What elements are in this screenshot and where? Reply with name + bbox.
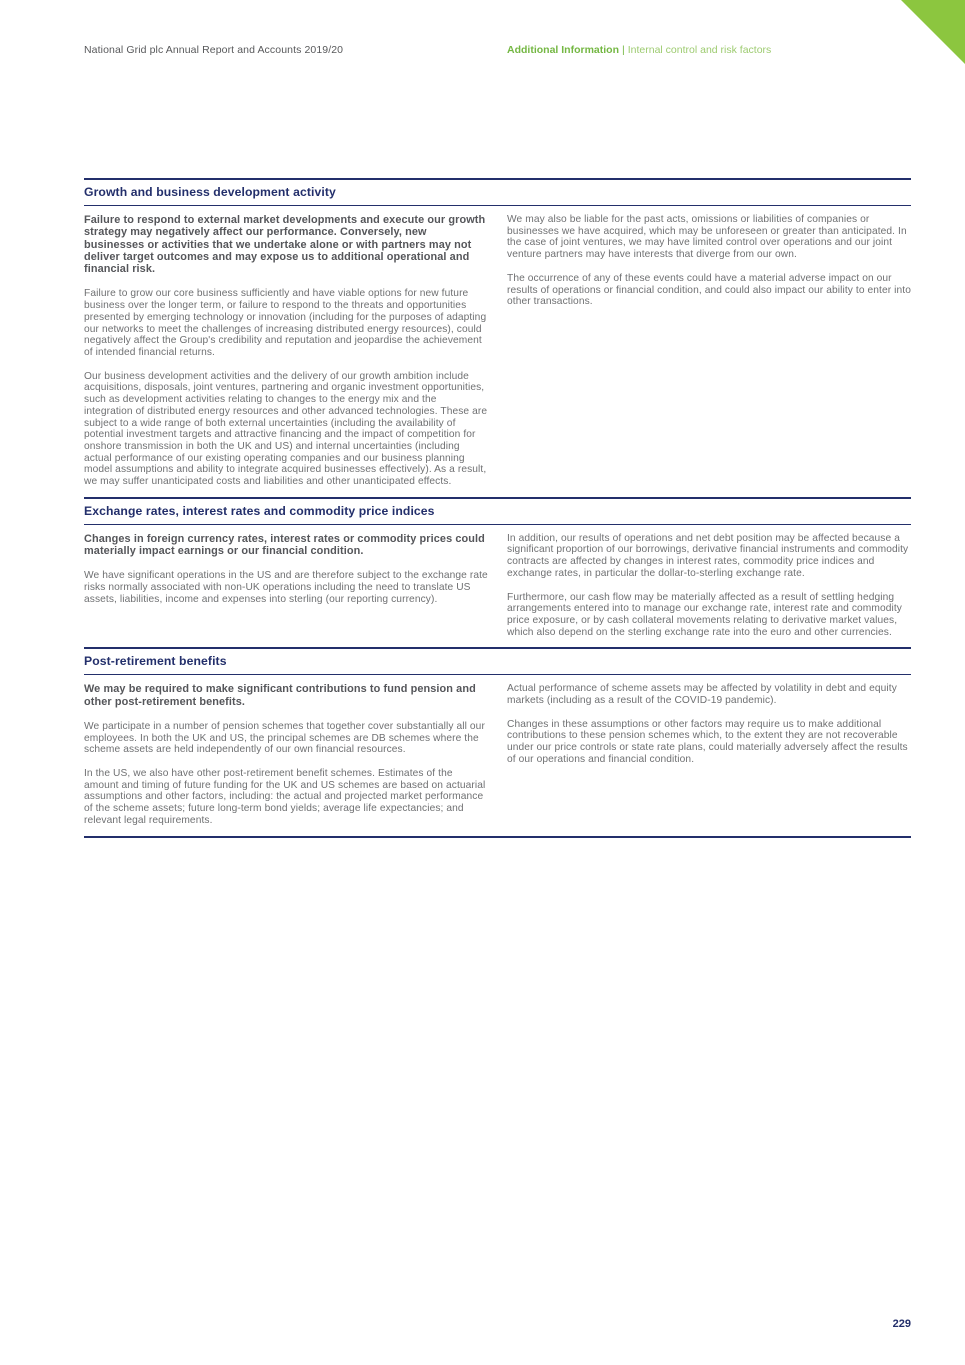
- body-paragraph: In addition, our results of operations and net debt position may be affected because a significant proportion of our borrowings, derivative financial instruments and commodity contracts are affected by changes in interest rates, commodity price indices and exchange rates, in particular the dollar-to-sterling exchange rate.: [507, 532, 909, 579]
- section-exchange-rates: [84, 497, 911, 639]
- body-paragraph: We have significant operations in the US and are therefore subject to the exchange rate risks normally associated with non-UK operations including the need to translate US assets, liabilities, income and expenses into sterling (our reporting currency).: [84, 570, 488, 605]
- two-column-layout: [84, 214, 911, 488]
- left-column: [84, 533, 488, 639]
- report-title: National Grid plc Annual Report and Accounts 2019/20: [84, 44, 344, 56]
- body-paragraph: Actual performance of scheme assets may be affected by volatility in debt and equity markets (including as a result of the COVID-19 pandemic).: [507, 683, 897, 707]
- two-column-layout: [84, 533, 911, 639]
- right-column: [507, 533, 911, 639]
- corner-triangle-decoration: [901, 0, 965, 64]
- risk-lead-paragraph: Changes in foreign currency rates, interest rates or commodity prices could materially impact earnings or our financial condition.: [84, 532, 485, 558]
- body-paragraph: The occurrence of any of these events could have a material adverse impact on our results of operations or financial condition, and could also impact our ability to enter into other transactions.: [507, 272, 912, 308]
- body-paragraph: Failure to grow our core business sufficiently and have viable options for new future business over the longer term, or failure to respond to the threats and opportunities presented by emerging technology or innovation (including for the purposes of adapting our networks to meet the challenges of increasing distributed energy resources), could negatively affect the Group's credibility and reputation and jeopardise the achievement of intended financial returns.: [84, 288, 487, 358]
- right-column: [507, 214, 911, 488]
- section-growth-and-business-development: [84, 178, 911, 488]
- body-paragraph: Changes in these assumptions or other factors may require us to make additional contributions to these pension schemes which, to the extent they are not recoverable under our price controls or state rate plans, could materially adversely affect the results of our operations and financial condition.: [507, 718, 908, 765]
- risk-lead-paragraph: We may be required to make significant contributions to fund pension and other post-retirement benefits.: [84, 683, 476, 708]
- left-column: [84, 683, 488, 826]
- section-title: Growth and business development activity: [84, 178, 911, 206]
- header-section-label: Additional Information: [507, 44, 619, 56]
- two-column-layout: [84, 683, 911, 826]
- header-breadcrumb: [507, 44, 771, 56]
- left-column: [84, 214, 488, 488]
- header-subsection-label: Internal control and risk factors: [627, 44, 772, 56]
- section-title: Exchange rates, interest rates and commodity price indices: [84, 497, 911, 525]
- closing-rule: [84, 836, 911, 838]
- page-number: 229: [892, 1318, 911, 1330]
- page-content: [84, 178, 911, 838]
- body-paragraph: We may also be liable for the past acts, omissions or liabilities of companies or businesses we have acquired, which may be unforeseen or greater than anticipated. In the case of joint ventures, we may have limited control over operations and our joint venture partners may have interests that diverge from our own.: [507, 214, 907, 261]
- section-title: Post-retirement benefits: [84, 647, 911, 675]
- body-paragraph: Our business development activities and the delivery of our growth ambition include acquisitions, disposals, joint ventures, partnering and organic investment opportunities, such as development activities relating to changes to the energy mix and the integration of distributed energy resources and other advanced technologies. These are subject to a wide range of both external uncertainties (including the availability of potential investment targets and attractive financing and the impact of competition for onshore transmission in both the UK and US) and internal uncertainties (including actual performance of our existing operating companies and our business planning model assumptions and ability to integrate acquired businesses effectively). As a result, we may suffer unanticipated costs and liabilities and other unanticipated effects.: [84, 370, 488, 488]
- section-post-retirement-benefits: [84, 647, 911, 826]
- body-paragraph: In the US, we also have other post-retirement benefit schemes. Estimates of the amount and timing of future funding for the UK and US schemes are based on actuarial assumptions and other factors, including: the actual and projected market performance of the scheme assets; future long-term bond yields; average life expectancies; and relevant legal requirements.: [84, 768, 486, 826]
- risk-lead-paragraph: Failure to respond to external market developments and execute our growth strategy may negatively affect our performance. Conversely, new businesses or activities that we undertake alone or with partners may not deliver target outcomes and may expose us to additional operational and financial risk.: [84, 214, 486, 276]
- body-paragraph: We participate in a number of pension schemes that together cover substantially all our employees. In both the UK and US, the principal schemes are DB schemes where the scheme assets are held independently of our own financial resources.: [84, 720, 485, 756]
- header-separator: |: [622, 44, 625, 56]
- right-column: [507, 683, 911, 826]
- body-paragraph: Furthermore, our cash flow may be materially affected as a result of settling hedging arrangements entered into to manage our exchange rate, interest rate and commodity price exposure, or by cash collateral movements relating to derivative market values, which also depend on the sterling exchange rate into the euro and other currencies.: [507, 591, 902, 638]
